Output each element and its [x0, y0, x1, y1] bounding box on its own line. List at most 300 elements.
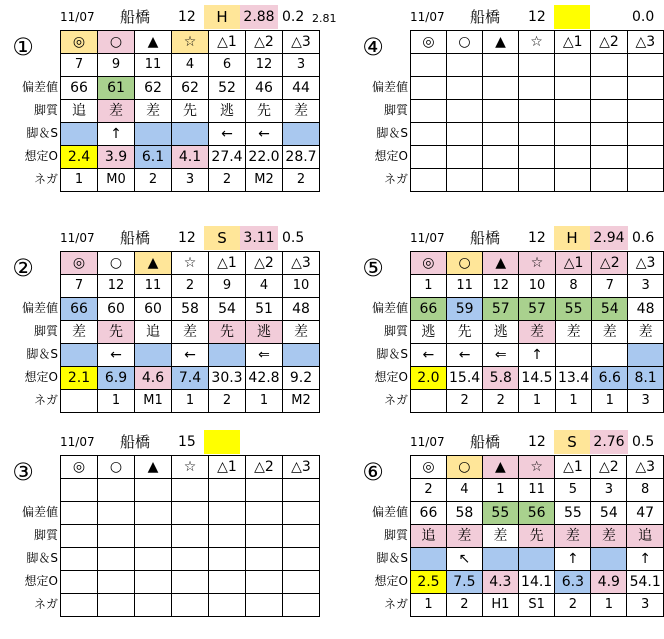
marks-cell: ○: [98, 31, 135, 54]
track-name: 船橋: [120, 8, 151, 26]
odds-cell: 2.4: [61, 146, 98, 169]
numbers-cell: 1: [411, 275, 447, 298]
style-cell: [518, 100, 554, 123]
nega-cell: M1: [135, 390, 172, 413]
style-cell: 差: [446, 525, 482, 548]
odds-cell: 42.8: [246, 367, 283, 390]
legs-cell: [61, 123, 98, 146]
marks-cell: △1: [209, 31, 246, 54]
marks-cell: △2: [592, 252, 628, 275]
row-label: 想定O: [24, 574, 58, 588]
race-grid-2: [60, 251, 320, 413]
numbers-cell: [98, 479, 135, 502]
deviation-cell: 61: [98, 77, 135, 100]
rating-sub: 2.81: [312, 12, 337, 25]
legs-cell: [172, 123, 209, 146]
race-grid-4: [410, 30, 664, 192]
row-marks: [61, 456, 320, 479]
nega-cell: [627, 169, 663, 192]
marks-cell: ▲: [135, 456, 172, 479]
numbers-cell: 11: [135, 54, 172, 77]
legs-cell: [135, 344, 172, 367]
marks-cell: ◎: [411, 456, 447, 479]
marks-cell: △1: [555, 31, 591, 54]
deviation-cell: [61, 502, 98, 525]
row-label: 想定O: [24, 370, 58, 384]
numbers-cell: [246, 479, 283, 502]
style-cell: 差: [283, 100, 320, 123]
rating-diff: 0.6: [632, 230, 655, 246]
deviation-cell: 62: [172, 77, 209, 100]
row-deviation: [61, 502, 320, 525]
legs-cell: [483, 123, 519, 146]
odds-cell: 22.0: [246, 146, 283, 169]
legs-cell: ↖: [446, 548, 482, 571]
nega-cell: 2: [209, 169, 246, 192]
nega-cell: M2: [246, 169, 283, 192]
legs-cell: [246, 548, 283, 571]
race-number-1: ①: [12, 33, 34, 61]
row-marks: [411, 31, 664, 54]
numbers-cell: 1: [482, 479, 518, 502]
rating-letter: S: [554, 430, 590, 454]
row-label: 脚＆S: [376, 126, 408, 140]
style-cell: 差: [283, 321, 320, 344]
marks-cell: ○: [447, 31, 483, 54]
row-deviation: [61, 298, 320, 321]
style-cell: 差: [482, 525, 518, 548]
legs-cell: [61, 344, 98, 367]
marks-cell: ◎: [411, 252, 447, 275]
marks-cell: △1: [555, 456, 591, 479]
odds-cell: 2.5: [411, 571, 447, 594]
odds-cell: 6.1: [135, 146, 172, 169]
style-cell: [209, 525, 246, 548]
row-numbers: [61, 275, 320, 298]
style-cell: 先: [518, 525, 555, 548]
row-deviation: [411, 77, 664, 100]
row-label: 脚＆S: [376, 551, 408, 565]
legs-cell: [61, 548, 98, 571]
panel-header-3: [60, 430, 360, 454]
legs-cell: [209, 344, 246, 367]
race-grid-5: [410, 251, 664, 413]
numbers-cell: [555, 54, 591, 77]
numbers-cell: 10: [283, 275, 320, 298]
style-cell: 差: [98, 100, 135, 123]
style-cell: 追: [411, 525, 447, 548]
nega-cell: 1: [519, 390, 556, 413]
numbers-cell: [209, 479, 246, 502]
style-cell: [411, 100, 447, 123]
deviation-cell: [135, 502, 172, 525]
marks-cell: ○: [98, 456, 135, 479]
marks-cell: △2: [591, 456, 627, 479]
row-odds: [411, 146, 664, 169]
numbers-cell: 4: [246, 275, 283, 298]
nega-cell: 1: [61, 169, 98, 192]
odds-cell: 4.3: [482, 571, 518, 594]
odds-cell: [98, 571, 135, 594]
nega-cell: [61, 594, 98, 617]
deviation-cell: 48: [628, 298, 664, 321]
marks-cell: ◎: [61, 252, 98, 275]
row-numbers: [411, 54, 664, 77]
row-legs: [411, 548, 664, 571]
row-label: 偏差値: [21, 301, 58, 315]
legs-cell: [411, 123, 447, 146]
row-nega: [411, 169, 664, 192]
marks-cell: △2: [246, 31, 283, 54]
deviation-cell: 58: [446, 502, 482, 525]
row-numbers: [411, 275, 664, 298]
odds-cell: 6.3: [555, 571, 591, 594]
legs-cell: [209, 548, 246, 571]
style-cell: 差: [61, 321, 98, 344]
row-label: 脚＆S: [376, 347, 408, 361]
deviation-cell: 51: [246, 298, 283, 321]
race-grid-3: [60, 455, 320, 617]
marks-cell: △1: [555, 252, 592, 275]
odds-cell: 4.9: [591, 571, 627, 594]
legs-cell: ↑: [627, 548, 664, 571]
odds-cell: 13.4: [555, 367, 592, 390]
deviation-cell: 47: [627, 502, 664, 525]
row-marks: [61, 31, 320, 54]
row-label: 想定O: [24, 149, 58, 163]
rating-letter: [204, 430, 240, 454]
marks-cell: △1: [209, 252, 246, 275]
numbers-cell: 2: [411, 479, 447, 502]
field-size: 15: [178, 434, 196, 450]
race-date: 11/07: [410, 10, 445, 24]
numbers-cell: 7: [61, 275, 98, 298]
rating-value: 2.76: [590, 430, 628, 454]
legs-cell: [411, 548, 447, 571]
odds-cell: [518, 146, 554, 169]
nega-cell: 2: [135, 169, 172, 192]
style-cell: 先: [209, 321, 246, 344]
numbers-cell: 11: [135, 275, 172, 298]
row-nega: [411, 390, 664, 413]
row-nega: [411, 594, 664, 617]
deviation-cell: 52: [209, 77, 246, 100]
marks-cell: △3: [283, 31, 320, 54]
deviation-cell: 66: [411, 502, 447, 525]
numbers-cell: 12: [483, 275, 519, 298]
numbers-cell: 11: [518, 479, 555, 502]
legs-cell: [482, 548, 518, 571]
numbers-cell: 8: [627, 479, 664, 502]
odds-cell: [135, 571, 172, 594]
row-marks: [411, 252, 664, 275]
nega-cell: M2: [283, 390, 320, 413]
nega-cell: 3: [628, 390, 664, 413]
track-name: 船橋: [120, 229, 151, 247]
deviation-cell: [447, 77, 483, 100]
race-number-4: ④: [362, 33, 384, 61]
row-label: 脚質: [33, 528, 58, 542]
rating-value: 2.88: [240, 5, 278, 29]
deviation-cell: 57: [483, 298, 519, 321]
rating-diff: 0.2: [282, 9, 305, 25]
deviation-cell: 58: [172, 298, 209, 321]
nega-cell: [591, 169, 627, 192]
odds-cell: [61, 571, 98, 594]
odds-cell: 5.8: [483, 367, 519, 390]
deviation-cell: [283, 502, 320, 525]
legs-cell: [555, 344, 592, 367]
rating-letter: S: [204, 226, 240, 250]
row-nega: [61, 594, 320, 617]
style-cell: 差: [519, 321, 556, 344]
row-label: ネガ: [383, 597, 408, 611]
numbers-cell: [627, 54, 663, 77]
race-number-5: ⑤: [362, 254, 384, 282]
track-name: 船橋: [120, 433, 151, 451]
row-label: ネガ: [33, 597, 58, 611]
style-cell: [447, 100, 483, 123]
deviation-cell: [518, 77, 554, 100]
race-date: 11/07: [410, 435, 445, 449]
style-cell: 先: [246, 100, 283, 123]
odds-cell: [591, 146, 627, 169]
row-label: 脚＆S: [26, 551, 58, 565]
legs-cell: [283, 548, 320, 571]
row-legs: [61, 123, 320, 146]
row-style: [411, 100, 664, 123]
legs-cell: ←: [246, 123, 283, 146]
marks-cell: ☆: [172, 252, 209, 275]
marks-cell: ▲: [483, 31, 519, 54]
legs-cell: [98, 548, 135, 571]
nega-cell: M0: [98, 169, 135, 192]
style-cell: [61, 525, 98, 548]
row-label: 脚質: [33, 103, 58, 117]
track-name: 船橋: [470, 8, 501, 26]
legs-cell: [518, 123, 554, 146]
style-cell: 先: [98, 321, 135, 344]
style-cell: [591, 100, 627, 123]
numbers-cell: 9: [209, 275, 246, 298]
odds-cell: 28.7: [283, 146, 320, 169]
row-label: 脚質: [383, 528, 408, 542]
style-cell: 差: [592, 321, 628, 344]
deviation-cell: 66: [61, 298, 98, 321]
odds-cell: 6.6: [592, 367, 628, 390]
nega-cell: [209, 594, 246, 617]
odds-cell: [172, 571, 209, 594]
marks-cell: ◎: [411, 31, 447, 54]
style-cell: 逃: [411, 321, 447, 344]
deviation-cell: 54: [209, 298, 246, 321]
row-deviation: [411, 298, 664, 321]
rating-value: [590, 5, 628, 29]
style-cell: 逃: [483, 321, 519, 344]
row-odds: [61, 571, 320, 594]
legs-cell: [283, 344, 320, 367]
legs-cell: ↑: [555, 548, 591, 571]
deviation-cell: [483, 77, 519, 100]
rating-diff: 0.5: [282, 230, 305, 246]
numbers-cell: 7: [592, 275, 628, 298]
marks-cell: △3: [283, 252, 320, 275]
row-label: 偏差値: [371, 301, 408, 315]
rating-value: [240, 430, 278, 454]
row-label: ネガ: [383, 172, 408, 186]
style-cell: [135, 525, 172, 548]
numbers-cell: 3: [591, 479, 627, 502]
row-label: 偏差値: [21, 505, 58, 519]
deviation-cell: [411, 77, 447, 100]
nega-cell: [411, 390, 447, 413]
legs-cell: ←: [98, 344, 135, 367]
deviation-cell: 66: [411, 298, 447, 321]
deviation-cell: 62: [135, 77, 172, 100]
style-cell: [555, 100, 591, 123]
numbers-cell: [135, 479, 172, 502]
odds-cell: 9.2: [283, 367, 320, 390]
row-label: 偏差値: [371, 505, 408, 519]
row-odds: [61, 146, 320, 169]
race-grid-1: [60, 30, 320, 192]
style-cell: [483, 100, 519, 123]
style-cell: 追: [61, 100, 98, 123]
odds-cell: 14.5: [519, 367, 556, 390]
deviation-cell: 55: [482, 502, 518, 525]
legs-cell: [135, 123, 172, 146]
row-style: [411, 321, 664, 344]
legs-cell: [591, 548, 627, 571]
deviation-cell: 44: [283, 77, 320, 100]
numbers-cell: 9: [98, 54, 135, 77]
odds-cell: 8.1: [628, 367, 664, 390]
numbers-cell: 5: [555, 479, 591, 502]
style-cell: [627, 100, 663, 123]
row-legs: [411, 123, 664, 146]
row-style: [61, 525, 320, 548]
nega-cell: 1: [246, 390, 283, 413]
row-marks: [61, 252, 320, 275]
marks-cell: △2: [246, 456, 283, 479]
odds-cell: 2.0: [411, 367, 447, 390]
odds-cell: 4.1: [172, 146, 209, 169]
style-cell: [172, 525, 209, 548]
field-size: 12: [528, 9, 546, 25]
row-numbers: [411, 479, 664, 502]
row-legs: [61, 344, 320, 367]
rating-diff: 0.5: [632, 434, 655, 450]
odds-cell: 3.9: [98, 146, 135, 169]
marks-cell: ◎: [61, 31, 98, 54]
nega-cell: 1: [555, 390, 592, 413]
rating-diff: 0.0: [632, 9, 655, 25]
row-label: 脚＆S: [26, 347, 58, 361]
row-label: 偏差値: [371, 80, 408, 94]
marks-cell: △3: [628, 252, 664, 275]
marks-cell: ☆: [518, 31, 554, 54]
row-style: [61, 321, 320, 344]
marks-cell: ○: [446, 456, 482, 479]
legs-cell: [283, 123, 320, 146]
legs-cell: [628, 344, 664, 367]
field-size: 12: [528, 434, 546, 450]
nega-cell: 1: [591, 594, 627, 617]
nega-cell: [411, 169, 447, 192]
numbers-cell: 10: [519, 275, 556, 298]
odds-cell: [447, 146, 483, 169]
row-label: 偏差値: [21, 80, 58, 94]
deviation-cell: 60: [98, 298, 135, 321]
marks-cell: △3: [627, 31, 663, 54]
marks-cell: ○: [446, 252, 483, 275]
nega-cell: 1: [98, 390, 135, 413]
row-nega: [61, 169, 320, 192]
legs-cell: [627, 123, 663, 146]
row-label: 脚質: [383, 324, 408, 338]
odds-cell: 4.6: [135, 367, 172, 390]
odds-cell: 54.1: [627, 571, 664, 594]
numbers-cell: [411, 54, 447, 77]
deviation-cell: [555, 77, 591, 100]
style-cell: [98, 525, 135, 548]
legs-cell: [518, 548, 555, 571]
row-odds: [411, 571, 664, 594]
numbers-cell: [447, 54, 483, 77]
nega-cell: 1: [411, 594, 447, 617]
nega-cell: 2: [446, 390, 483, 413]
odds-cell: 6.9: [98, 367, 135, 390]
odds-cell: [411, 146, 447, 169]
legs-cell: ←: [172, 344, 209, 367]
row-deviation: [61, 77, 320, 100]
nega-cell: [555, 169, 591, 192]
row-label: 想定O: [374, 574, 408, 588]
marks-cell: ☆: [172, 31, 209, 54]
nega-cell: H1: [482, 594, 518, 617]
row-label: ネガ: [33, 393, 58, 407]
odds-cell: [627, 146, 663, 169]
nega-cell: [172, 594, 209, 617]
row-label: ネガ: [33, 172, 58, 186]
deviation-cell: 48: [283, 298, 320, 321]
row-legs: [411, 344, 664, 367]
marks-cell: ▲: [135, 31, 172, 54]
legs-cell: ⇐: [246, 344, 283, 367]
deviation-cell: [209, 502, 246, 525]
rating-value: 3.11: [240, 226, 278, 250]
style-cell: 逃: [209, 100, 246, 123]
row-deviation: [411, 502, 664, 525]
legs-cell: ←: [446, 344, 483, 367]
marks-cell: ☆: [172, 456, 209, 479]
race-number-6: ⑥: [362, 458, 384, 486]
legs-cell: [592, 344, 628, 367]
row-style: [61, 100, 320, 123]
nega-cell: S1: [518, 594, 555, 617]
odds-cell: [283, 571, 320, 594]
legs-cell: [447, 123, 483, 146]
style-cell: 差: [591, 525, 627, 548]
marks-cell: △1: [209, 456, 246, 479]
legs-cell: ←: [209, 123, 246, 146]
nega-cell: 2: [446, 594, 482, 617]
numbers-cell: [172, 479, 209, 502]
odds-cell: 15.4: [446, 367, 483, 390]
nega-cell: [447, 169, 483, 192]
nega-cell: 1: [172, 390, 209, 413]
style-cell: 先: [172, 100, 209, 123]
